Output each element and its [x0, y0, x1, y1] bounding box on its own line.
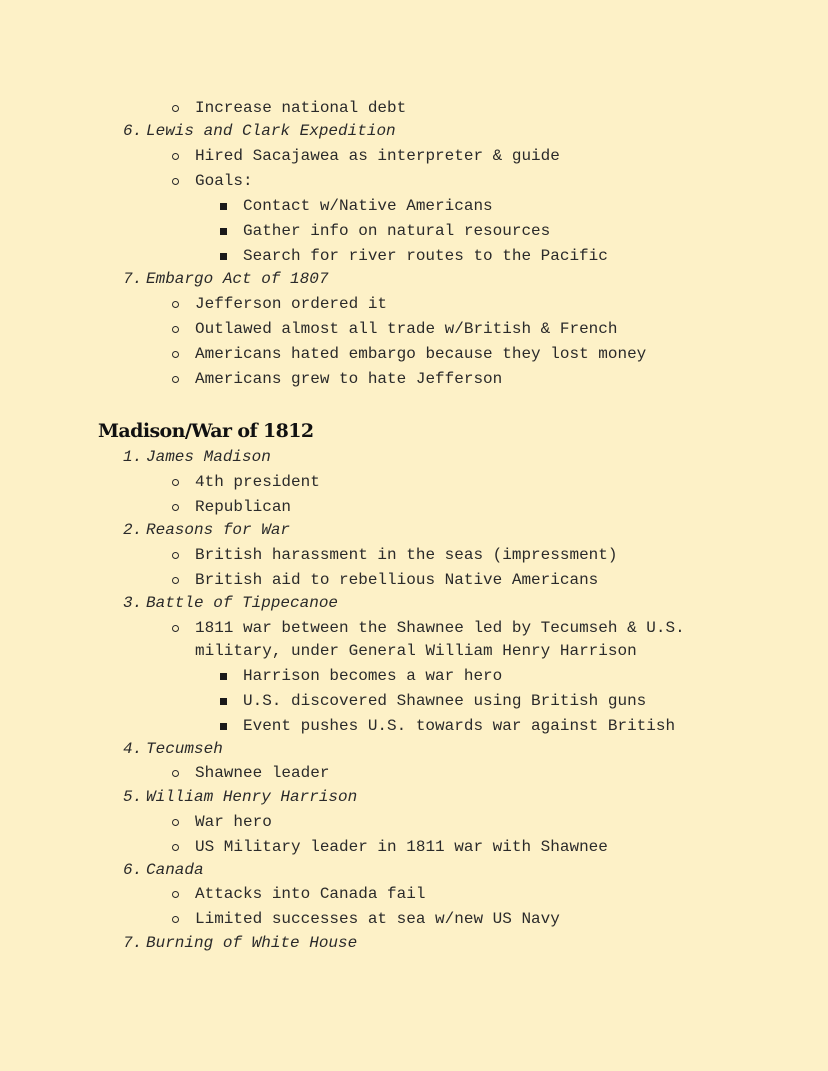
numbered-item-title: Battle of Tippecanoe	[146, 594, 339, 612]
hollow-circle-bullet-icon	[172, 916, 179, 923]
hollow-circle-bullet-icon	[172, 376, 179, 383]
bullet-item: 1811 war between the Shawnee led by Tecumseh & U.S.	[195, 619, 685, 637]
bullet-item: Attacks into Canada fail	[195, 885, 426, 903]
numbered-item-title: Reasons for War	[146, 521, 291, 539]
section-heading: Madison/War of 1812	[98, 420, 314, 442]
hollow-circle-bullet-icon	[172, 891, 179, 898]
sub-bullet-item: Event pushes U.S. towards war against British	[243, 717, 676, 735]
bullet-item: Increase national debt	[195, 99, 407, 117]
bullet-item-continuation: military, under General William Henry Harrison	[195, 642, 637, 660]
hollow-circle-bullet-icon	[172, 504, 179, 511]
sub-bullet-item: Harrison becomes a war hero	[243, 667, 503, 685]
list-number: 1.	[123, 448, 143, 466]
bullet-item: Outlawed almost all trade w/British & French	[195, 320, 618, 338]
hollow-circle-bullet-icon	[172, 577, 179, 584]
bullet-item: Hired Sacajawea as interpreter & guide	[195, 147, 560, 165]
hollow-circle-bullet-icon	[172, 178, 179, 185]
numbered-item-title: James Madison	[146, 448, 271, 466]
square-bullet-icon	[220, 673, 227, 680]
hollow-circle-bullet-icon	[172, 844, 179, 851]
list-number: 2.	[123, 521, 143, 539]
sub-bullet-item: Gather info on natural resources	[243, 222, 551, 240]
bullet-item: War hero	[195, 813, 272, 831]
numbered-item-title: Canada	[146, 861, 204, 879]
hollow-circle-bullet-icon	[172, 351, 179, 358]
hollow-circle-bullet-icon	[172, 770, 179, 777]
hollow-circle-bullet-icon	[172, 552, 179, 559]
list-number: 5.	[123, 788, 143, 806]
bullet-item: Republican	[195, 498, 292, 516]
bullet-item: Shawnee leader	[195, 764, 330, 782]
square-bullet-icon	[220, 253, 227, 260]
hollow-circle-bullet-icon	[172, 301, 179, 308]
hollow-circle-bullet-icon	[172, 153, 179, 160]
bullet-item: British aid to rebellious Native Americans	[195, 571, 599, 589]
list-number: 3.	[123, 594, 143, 612]
bullet-item: 4th president	[195, 473, 320, 491]
list-number: 6.	[123, 122, 143, 140]
bullet-item: Americans grew to hate Jefferson	[195, 370, 503, 388]
numbered-item-title: Embargo Act of 1807	[146, 270, 329, 288]
hollow-circle-bullet-icon	[172, 625, 179, 632]
list-number: 4.	[123, 740, 143, 758]
bullet-item: British harassment in the seas (impressment)	[195, 546, 618, 564]
hollow-circle-bullet-icon	[172, 105, 179, 112]
bullet-item: Goals:	[195, 172, 253, 190]
sub-bullet-item: Search for river routes to the Pacific	[243, 247, 608, 265]
list-number: 7.	[123, 270, 143, 288]
numbered-item-title: Burning of White House	[146, 934, 358, 952]
numbered-item-title: Tecumseh	[146, 740, 223, 758]
square-bullet-icon	[220, 698, 227, 705]
hollow-circle-bullet-icon	[172, 479, 179, 486]
hollow-circle-bullet-icon	[172, 819, 179, 826]
bullet-item: Americans hated embargo because they lost money	[195, 345, 647, 363]
square-bullet-icon	[220, 203, 227, 210]
numbered-item-title: Lewis and Clark Expedition	[146, 122, 396, 140]
bullet-item: Jefferson ordered it	[195, 295, 388, 313]
list-number: 6.	[123, 861, 143, 879]
square-bullet-icon	[220, 228, 227, 235]
bullet-item: Limited successes at sea w/new US Navy	[195, 910, 560, 928]
bullet-item: US Military leader in 1811 war with Shawnee	[195, 838, 608, 856]
list-number: 7.	[123, 934, 143, 952]
square-bullet-icon	[220, 723, 227, 730]
sub-bullet-item: U.S. discovered Shawnee using British guns	[243, 692, 647, 710]
numbered-item-title: William Henry Harrison	[146, 788, 358, 806]
sub-bullet-item: Contact w/Native Americans	[243, 197, 493, 215]
hollow-circle-bullet-icon	[172, 326, 179, 333]
